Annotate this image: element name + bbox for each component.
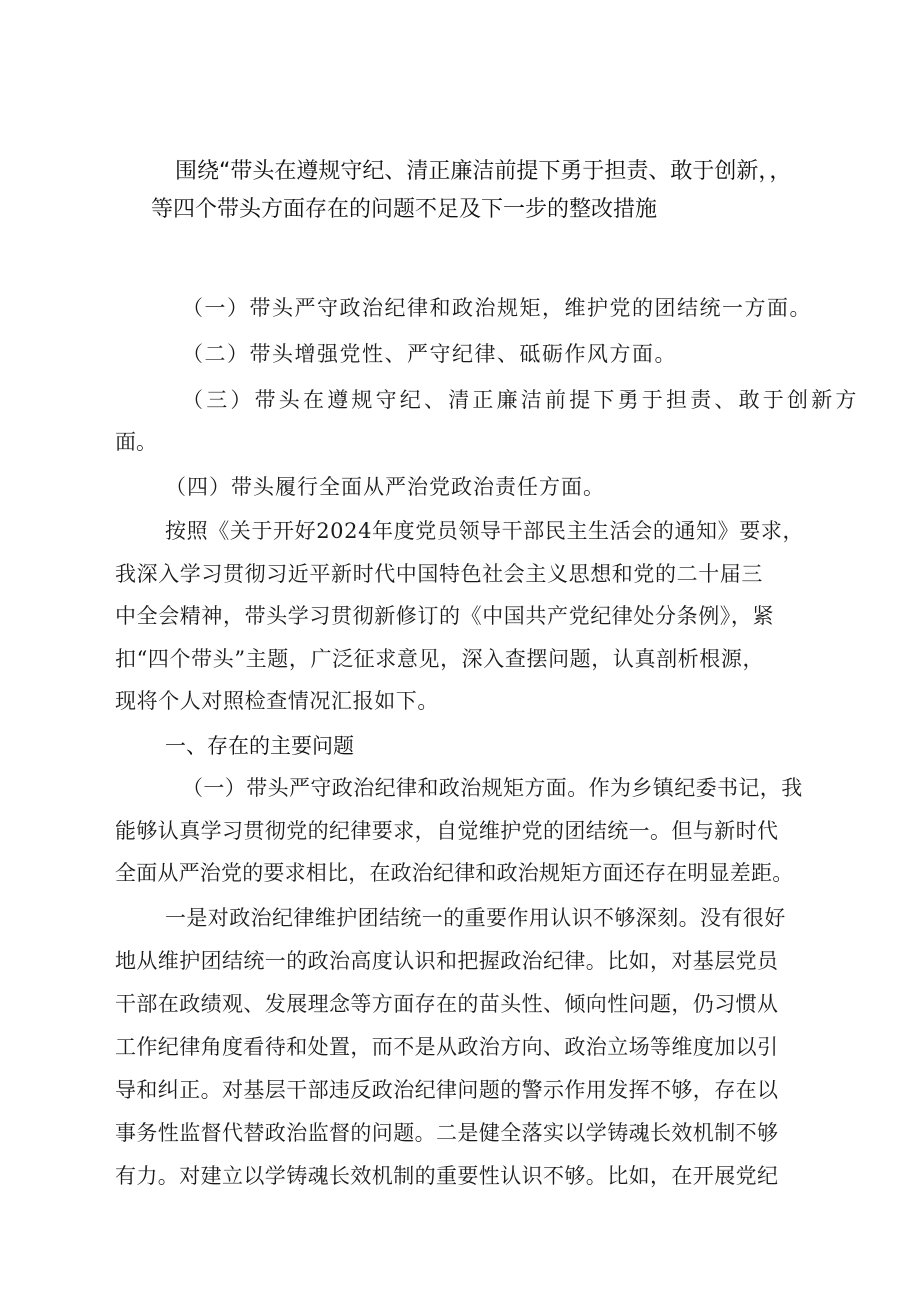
outline-item-4: （四）带头履行全面从严治党政治责任方面。 [165,475,605,499]
outline-item-3: （三）带头在遵规守纪、清正廉洁前提下勇于担责、敢于创新方 [182,388,860,412]
intro-line-5: 现将个人对照检查情况汇报如下。 [115,689,439,713]
para2-line-3: 干部在政绩观、发展理念等方面存在的苗头性、倾向性问题，仍习惯从 [115,992,779,1016]
para2-line-5: 导和纠正。对基层干部违反政治纪律问题的警示作用发挥不够，存在以 [115,1078,779,1102]
para1-line-3: 全面从严治党的要求相比，在政治纪律和政治规矩方面还存在明显差距。 [115,861,794,885]
intro-line-1: 按照《关于开好2024年度党员领导干部民主生活会的通知》要求， [165,519,805,543]
para2-line-7: 有力。对建立以学铸魂长效机制的重要性认识不够。比如，在开展党纪 [115,1164,779,1188]
document-title [151,156,875,226]
outline-item-3-cont: 面。 [115,430,157,454]
para2-line-4: 工作纪律角度看待和处置，而不是从政治方向、政治立场等维度加以引 [115,1035,779,1059]
para1-line-2: 能够认真学习贯彻党的纪律要求，自觉维护党的团结统一。但与新时代 [115,819,779,843]
intro-line-2: 我深入学习贯彻习近平新时代中国特色社会主义思想和党的二十届三 [115,562,763,586]
para2-line-1: 一是对政治纪律维护团结统一的重要作用认识不够深刻。没有很好 [165,906,786,930]
para1-line-1: （一）带头严守政治纪律和政治规矩方面。作为乡镇纪委书记，我 [182,776,803,800]
outline-item-2: （二）带头增强党性、严守纪律、砥砺作风方面。 [182,342,677,366]
title-line-2: 等四个带头方面存在的问题不足及下一步的整改措施 [151,197,658,222]
title-line-1: 围绕“带头在遵规守纪、清正廉洁前提下勇于担责、敢于创新，， [175,159,792,184]
para2-line-2: 地从维护团结统一的政治高度认识和把握政治纪律。比如，对基层党员 [115,949,779,973]
outline-item-1: （一）带头严守政治纪律和政治规矩，维护党的团结统一方面。 [182,296,812,320]
intro-line-3: 中全会精神，带头学习贯彻新修订的《中国共产党纪律处分条例》，紧 [115,604,775,628]
para2-line-6: 事务性监督代替政治监督的问题。二是健全落实以学铸魂长效机制不够 [115,1121,779,1145]
intro-line-4: 扣“四个带头”主题，广泛征求意见，深入查摆问题，认真剖析根源， [115,647,765,671]
section-heading: 一、存在的主要问题 [165,734,354,758]
